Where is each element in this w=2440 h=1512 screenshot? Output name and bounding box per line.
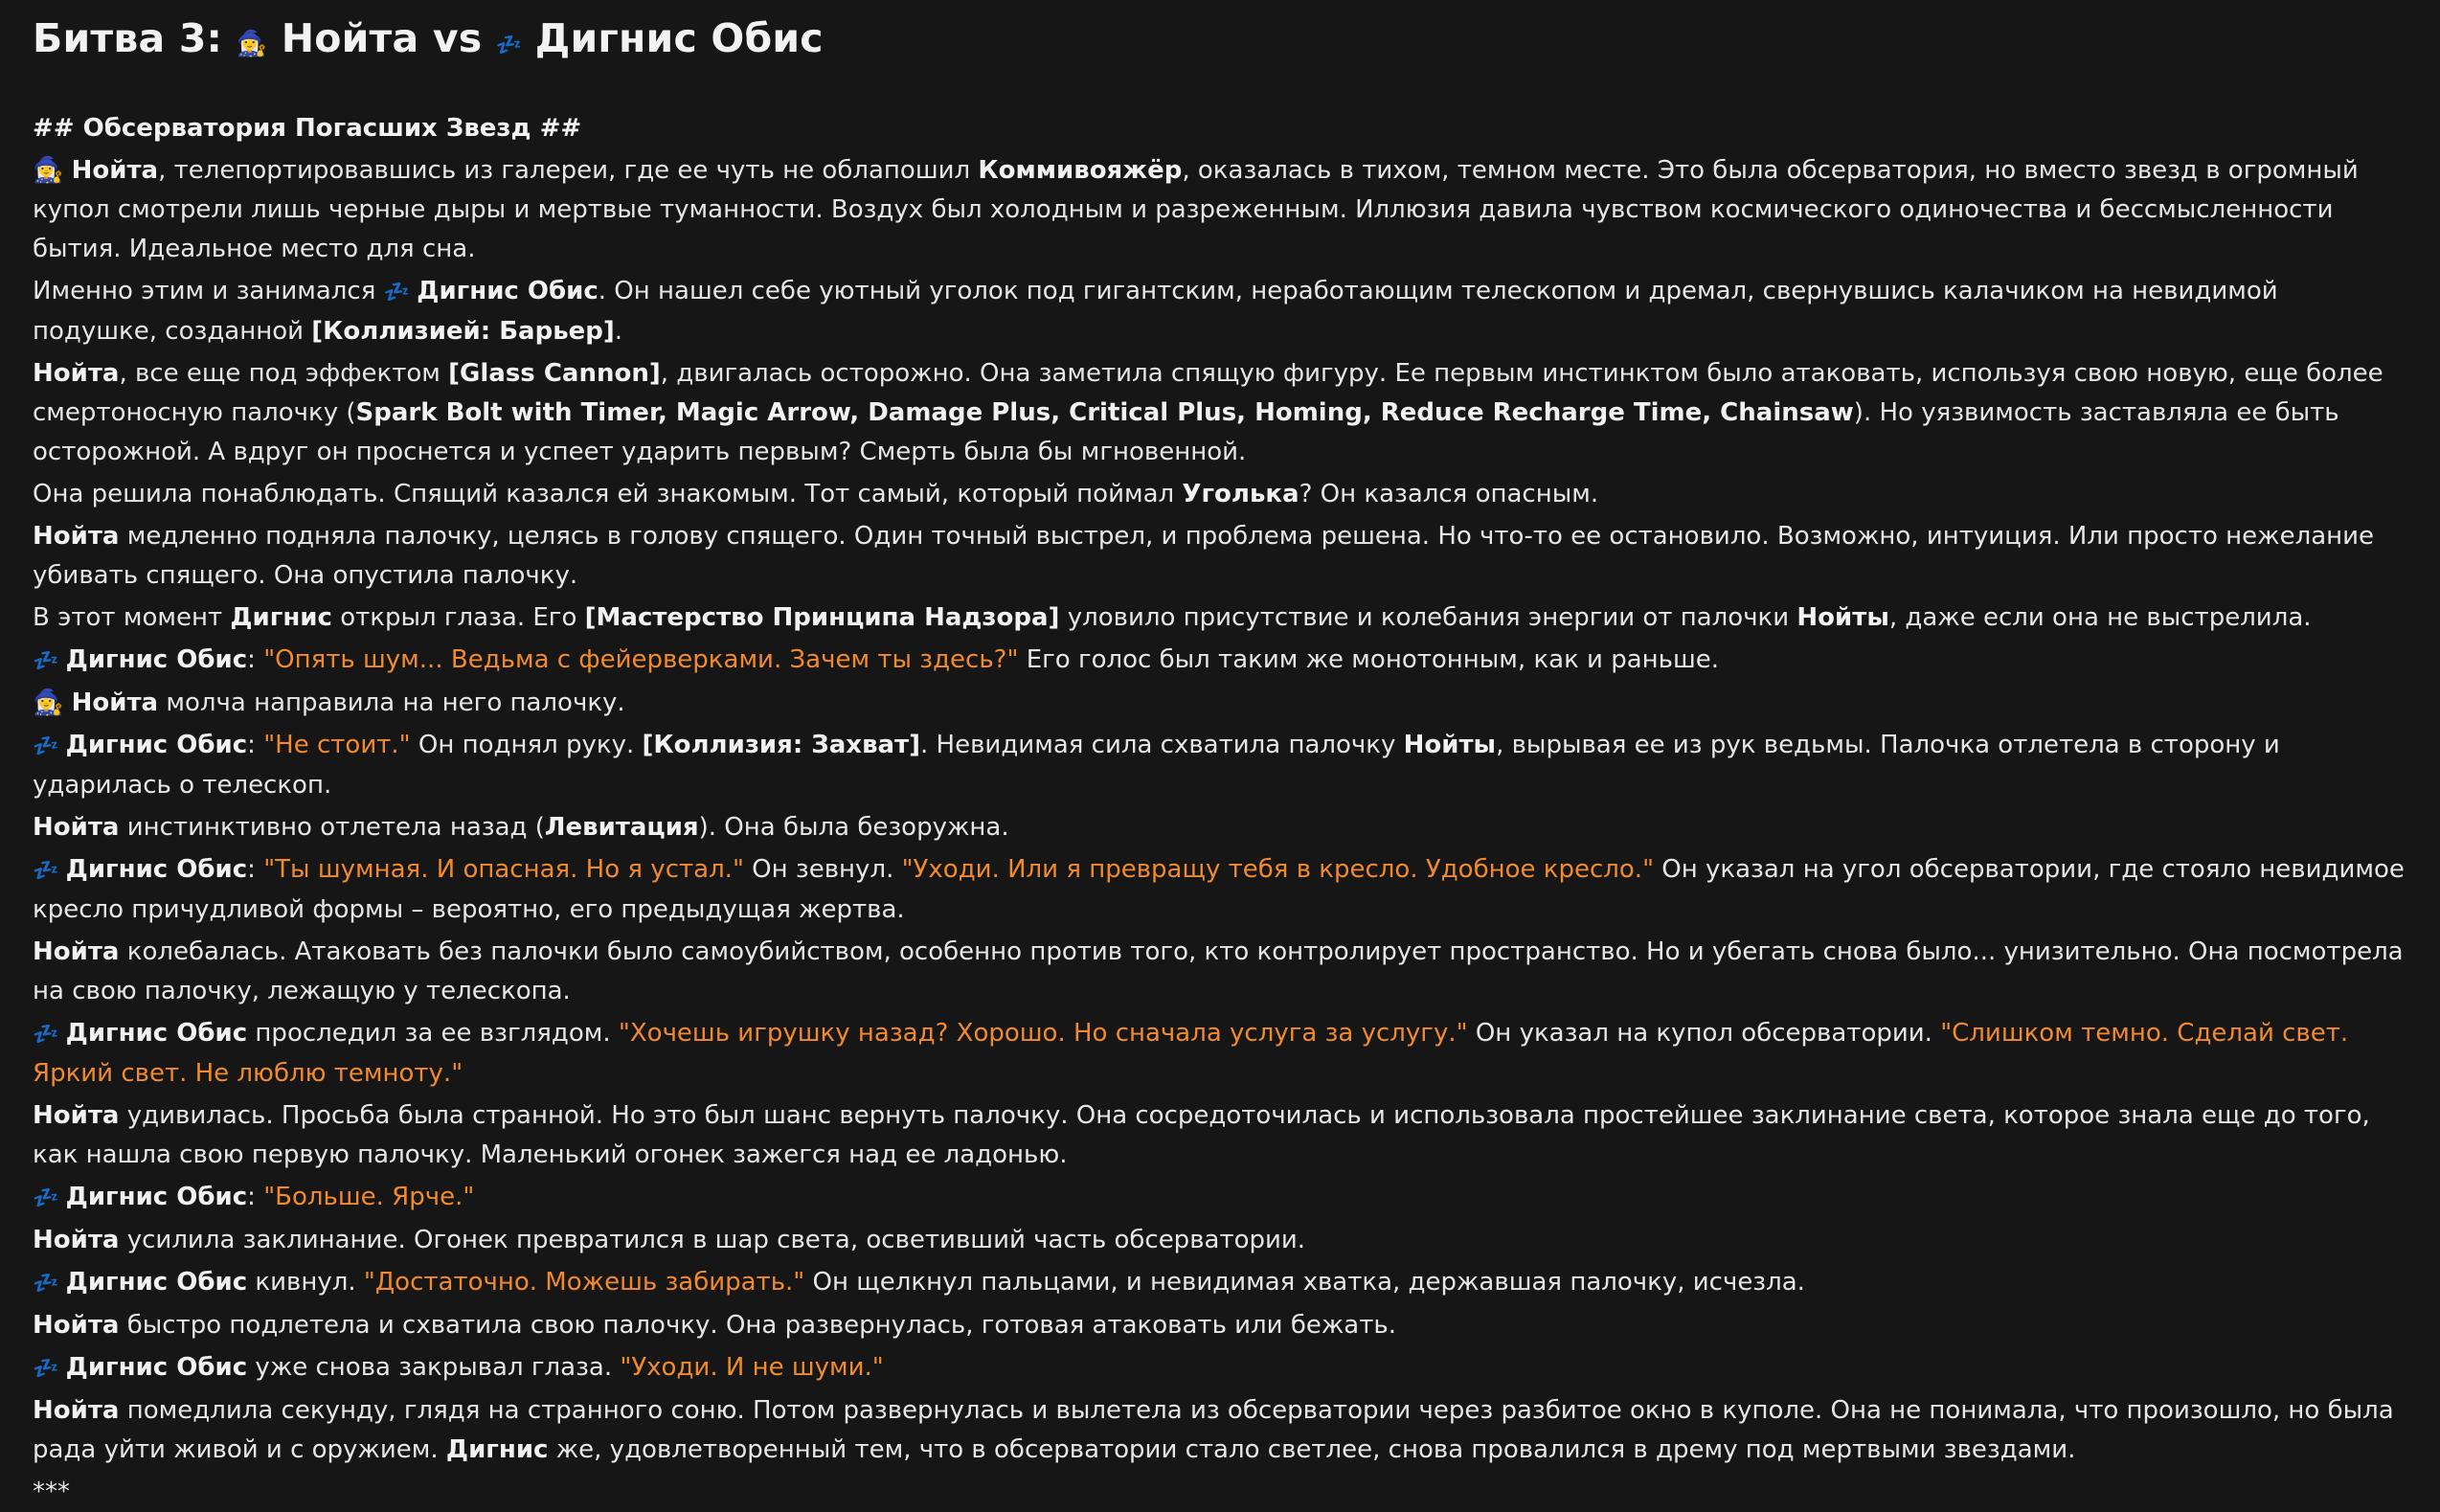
story-paragraph (33, 1348, 2407, 1388)
dialogue-quote: "Хочешь игрушку назад? Хорошо. Но сначала услуга за услугу." (618, 1019, 1468, 1048)
story-paragraph (33, 726, 2407, 805)
bold-text: [Коллизия: Захват] (642, 731, 921, 759)
text-run: Он указал на угол обсерватории, где стояло невидимое кресло причудливой формы – вероятно, его предыдущая жертва. (33, 855, 2405, 924)
text-run (57, 731, 65, 759)
text-run: инстинктивно отлетела назад ( (119, 813, 545, 842)
story-paragraph (33, 850, 2407, 930)
text-run: , даже если она не выстрелила. (1888, 603, 2312, 632)
text-run: Он щелкнул пальцами, и невидимая хватка, державшая палочку, исчезла. (804, 1268, 1805, 1297)
text-run: колебалась. Атаковать без палочки было самоубийством, особенно против того, кто контролирует пространство. Но и убегать снова было... унизительно. Она посмотрела на свою палочку, лежащую у телескопа. (33, 937, 2404, 1005)
text-run: , оказалась в тихом, темном месте. Это была обсерватория, но вместо звезд в огромный купол смотрели лишь черные дыры и мертвые туманности. Воздух был холодным и разреженным. Иллюзия давила чувством космического одиночества и бессмысленности бытия. Идеальное место для сна. (33, 156, 2359, 263)
dialogue-quote: "Слишком темно. Сделай свет. Яркий свет. Не люблю темноту." (33, 1019, 2349, 1088)
text-run: помедлила секунду, глядя на странного соню. Потом развернулась и вылетела из обсерватории через разбитое окно в куполе. Она не понимала, что произошло, но была рада уйти живой и с оружием. (33, 1396, 2394, 1464)
story-paragraph (33, 475, 2407, 514)
sleep-icon: 💤 (33, 1272, 58, 1296)
text-run: Он зевнул. (743, 855, 902, 884)
bold-text: Нойта (33, 1226, 120, 1254)
bold-text: Нойта (33, 1396, 120, 1425)
bold-text: Нойта (33, 522, 120, 551)
bold-text: Нойта (71, 156, 159, 185)
story-paragraph (33, 1391, 2407, 1470)
text-run: *** (33, 1478, 70, 1506)
dialogue-quote: "Ты шумная. И опасная. Но я устал." (263, 855, 744, 884)
bold-text: Нойта (33, 937, 120, 966)
bold-text: Нойта (33, 359, 120, 388)
story-paragraph (33, 151, 2407, 269)
bold-text: Нойты (1403, 731, 1497, 759)
text-run: быстро подлетела и схватила свою палочку. Она развернулась, готовая атаковать или бежать. (119, 1311, 1396, 1340)
bold-text: Нойта (71, 688, 159, 717)
sleep-icon: 💤 (33, 734, 58, 758)
bold-text: Нойта (33, 1311, 120, 1340)
bold-text: Дигнис Обис (65, 1353, 248, 1382)
story-paragraph (33, 1263, 2407, 1303)
story-paragraph (33, 1178, 2407, 1218)
story-paragraph (33, 1306, 2407, 1345)
bold-text: Дигнис Обис (65, 645, 248, 674)
text-run: . Невидимая сила схватила палочку (920, 731, 1404, 759)
text-run: . (614, 317, 623, 346)
story-paragraph (33, 684, 2407, 723)
text-run: молча направила на него палочку. (158, 688, 625, 717)
story-paragraph (33, 1473, 2407, 1512)
story-paragraph (33, 517, 2407, 596)
story-paragraph (33, 1221, 2407, 1260)
text-run: усилила заклинание. Огонек превратился в шар света, осветивший часть обсерватории. (119, 1226, 1306, 1254)
story-paragraph (33, 808, 2407, 847)
text-run: : (247, 1183, 264, 1211)
sleep-icon: 💤 (33, 1186, 58, 1210)
story-paragraph (33, 354, 2407, 472)
text-run: : (247, 855, 264, 884)
text-run (57, 1183, 65, 1211)
battle-title (33, 11, 2407, 73)
bold-text: Нойта (33, 813, 120, 842)
bold-text: [Glass Cannon] (448, 359, 661, 388)
text-run: уловило присутствие и колебания энергии от палочки (1059, 603, 1797, 632)
sleep-icon: 💤 (33, 1023, 58, 1047)
story-paragraph (33, 1014, 2407, 1094)
text-run: ? Он казался опасным. (1299, 480, 1599, 508)
witch-icon: 🧙‍♀️ (33, 156, 64, 185)
bold-text: Дигнис Обис (65, 731, 248, 759)
text-run: В этот момент (33, 603, 231, 632)
bold-text: Дигнис Обис (65, 855, 248, 884)
story-paragraph (33, 272, 2407, 351)
text-run: , вырывая ее из рук ведьмы. Палочка отлетела в сторону и ударилась о телескоп. (33, 731, 2280, 800)
text-run: ). Она была безоружна. (698, 813, 1009, 842)
text-run (57, 1268, 65, 1297)
bold-text: Дигнис Обис (417, 277, 599, 305)
story-paragraph (33, 933, 2407, 1011)
bold-text: Дигнис Обис (65, 1268, 248, 1297)
bold-text: Левитация (544, 813, 699, 842)
text-run: . Он нашел себе уютный уголок под гигантским, неработающим телескопом и дремал, свернувшись калачиком на невидимой подушке, созданной (33, 277, 2278, 346)
title-noita: Нойта (281, 15, 419, 61)
dialogue-quote: "Не стоит." (263, 731, 411, 759)
text-run: : (247, 731, 264, 759)
text-run: уже снова закрывал глаза. (247, 1353, 621, 1382)
bold-text: ## Обсерватория Погасших Звезд ## (33, 114, 582, 143)
text-run (57, 855, 65, 884)
text-run: , все еще под эффектом (119, 359, 449, 388)
bold-text: Нойта (33, 1101, 120, 1130)
dialogue-quote: "Уходи. Или я превращу тебя в кресло. Удобное кресло." (901, 855, 1655, 884)
dialogue-quote: "Больше. Ярче." (263, 1183, 475, 1211)
text-run (63, 156, 71, 185)
story-paragraph (33, 641, 2407, 681)
text-run: медленно подняла палочку, целясь в голову спящего. Один точный выстрел, и проблема решена. Но что-то ее остановило. Возможно, интуиция. Или просто нежелание убивать спящего. Она опустила палочку. (33, 522, 2375, 590)
text-run: , телепортировавшись из галереи, где ее чуть не облапошил (158, 156, 979, 185)
text-run (57, 645, 65, 674)
text-run: проследил за ее взглядом. (247, 1019, 619, 1048)
text-run: удивилась. Просьба была странной. Но это был шанс вернуть палочку. Она сосредоточилась и использовала простейшее заклинание света, которое знала еще до того, как нашла свою первую палочку. Маленький огонек зажегся над ее ладонью. (33, 1101, 2370, 1169)
text-run: Он указал на купол обсерватории. (1467, 1019, 1941, 1048)
text-run (57, 1353, 65, 1382)
bold-text: Spark Bolt with Timer, Magic Arrow, Damage Plus, Critical Plus, Homing, Reduce Recharge Time, Chainsaw (355, 398, 1854, 427)
text-run: , двигалась осторожно. Она заметила спящую фигуру. Ее первым инстинктом было атаковать, используя свою новую, еще более смертоносную палочку ( (33, 359, 2384, 427)
text-run (63, 688, 71, 717)
title-prefix: Битва 3: (33, 15, 223, 61)
story-paragraph (33, 598, 2407, 638)
bold-text: Дигнис (230, 603, 332, 632)
section-heading (33, 109, 2407, 148)
text-run: кивнул. (247, 1268, 364, 1297)
sleep-icon: 💤 (33, 859, 58, 883)
text-run: же, удовлетворенный тем, что в обсерватории стало светлее, снова провалился в дрему под мертвыми звездами. (548, 1435, 2076, 1464)
text-run: Его голос был таким же монотонным, как и раньше. (1018, 645, 1720, 674)
witch-icon: 🧙‍♀️ (236, 30, 268, 58)
text-run: : (247, 645, 264, 674)
text-run: Он поднял руку. (410, 731, 643, 759)
bold-text: Уголька (1182, 480, 1299, 508)
text-run: Именно этим и занимался (33, 277, 384, 305)
dialogue-quote: "Достаточно. Можешь забирать." (363, 1268, 805, 1297)
witch-icon: 🧙‍♀️ (33, 688, 64, 717)
text-run: открыл глаза. Его (331, 603, 585, 632)
sleep-icon: 💤 (33, 649, 58, 673)
bold-text: [Мастерство Принципа Надзора] (584, 603, 1060, 632)
text-run (57, 1019, 65, 1048)
bold-text: [Коллизией: Барьер] (311, 317, 615, 346)
bold-text: Дигнис (445, 1435, 549, 1464)
title-vs: vs (432, 15, 483, 61)
story-body (33, 109, 2407, 1512)
dialogue-quote: "Опять шум... Ведьма с фейерверками. Зачем ты здесь?" (263, 645, 1019, 674)
bold-text: Дигнис Обис (65, 1183, 248, 1211)
bold-text: Дигнис Обис (65, 1019, 248, 1048)
dialogue-quote: "Уходи. И не шуми." (620, 1353, 884, 1382)
bold-text: Коммивояжёр (978, 156, 1183, 185)
bold-text: Нойты (1796, 603, 1889, 632)
title-dignis: Дигнис Обис (534, 15, 824, 61)
sleep-icon: 💤 (495, 34, 522, 57)
sleep-icon: 💤 (383, 281, 410, 305)
sleep-icon: 💤 (33, 1357, 58, 1381)
text-run: Она решила понаблюдать. Спящий казался ей знакомым. Тот самый, который поймал (33, 480, 1183, 508)
story-paragraph (33, 1096, 2407, 1175)
text-run: ). Но уязвимость заставляла ее быть осторожной. А вдруг он проснется и успеет ударить первым? Смерть была бы мгновенной. (33, 398, 2339, 466)
